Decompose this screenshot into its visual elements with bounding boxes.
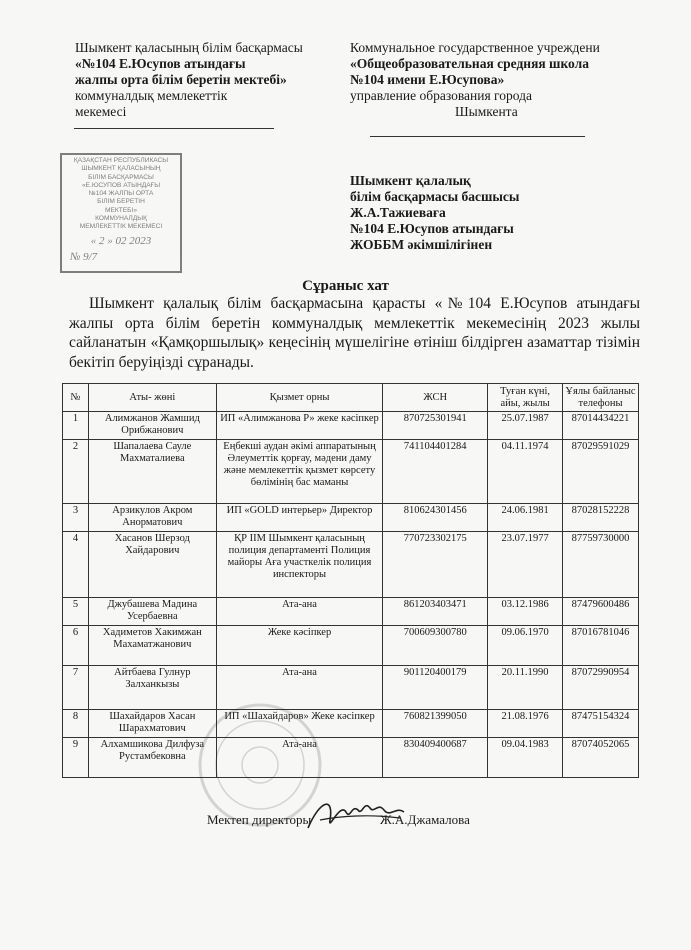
addressee-line3: Ж.А.Тажиеваға	[350, 205, 446, 220]
table-row	[63, 412, 639, 440]
table-row	[63, 532, 639, 598]
row-name: Айтбаева Гулнур Залханкызы	[88, 666, 216, 710]
stamp-number: № 9/7	[70, 250, 98, 263]
members-table	[62, 383, 639, 778]
header-right-line5: Шымкента	[455, 104, 518, 119]
stamp-line: «Е.ЮСУПОВ АТЫНДАҒЫ	[81, 181, 161, 189]
row-job: Еңбекші аудан әкімі аппаратының Әлеуметтік қорғау, мәдени даму және мемлекеттік қызмет көрсету бөлімінің бас маманы	[216, 440, 383, 504]
row-phone: 87475154324	[563, 710, 639, 738]
header-iin: ЖСН	[383, 384, 488, 412]
row-phone: 87479600486	[563, 598, 639, 626]
stamp-line: МЕКТЕБІ»	[105, 206, 137, 214]
addressee-line1: Шымкент қалалық	[350, 173, 471, 188]
row-phone: 87074052065	[563, 738, 639, 778]
header-name: Аты- жөні	[88, 384, 216, 412]
row-number: 2	[63, 440, 89, 504]
header-left-line3: жалпы орта білім беретін мектебі»	[75, 72, 287, 87]
row-dob: 04.11.1974	[488, 440, 563, 504]
addressee-block	[350, 173, 519, 253]
header-left-line4: коммуналдық мемлекеттік	[75, 88, 228, 103]
row-name: Арзикулов Акром Анорматович	[88, 504, 216, 532]
header-right-line3: №104 имени Е.Юсупова»	[350, 72, 505, 87]
row-dob: 03.12.1986	[488, 598, 563, 626]
table-row	[63, 666, 639, 710]
header-job: Қызмет орны	[216, 384, 383, 412]
row-iin: 810624301456	[383, 504, 488, 532]
row-name: Шапалаева Сауле Махматалиева	[88, 440, 216, 504]
addressee-line2: білім басқармасы басшысы	[350, 189, 520, 204]
signatory-name: Ж.А.Джамалова	[380, 812, 470, 827]
table-row	[63, 504, 639, 532]
row-iin: 700609300780	[383, 626, 488, 666]
row-iin: 770723302175	[383, 532, 488, 598]
header-dob: Туған күні, айы, жылы	[488, 384, 563, 412]
header-right-line1: Коммунальное государственное учреждени	[350, 40, 600, 55]
stamp-line: БІЛІМ БЕРЕТІН	[97, 198, 145, 206]
stamp-line: МЕМЛЕКЕТТІК МЕКЕМЕСІ	[79, 223, 163, 231]
stamp-line: БІЛІМ БАСҚАРМАСЫ	[88, 173, 154, 181]
row-dob: 25.07.1987	[488, 412, 563, 440]
row-job: Ата-ана	[216, 666, 383, 710]
stamp-line: ҚАЗАҚСТАН РЕСПУБЛИКАСЫ	[73, 157, 169, 164]
row-job: Ата-ана	[216, 598, 383, 626]
table-row	[63, 440, 639, 504]
table-row	[63, 738, 639, 778]
row-phone: 87072990954	[563, 666, 639, 710]
header-left-line2: «№104 Е.Юсупов атындағы	[75, 56, 246, 71]
row-dob: 24.06.1981	[488, 504, 563, 532]
row-dob: 21.08.1976	[488, 710, 563, 738]
row-dob: 20.11.1990	[488, 666, 563, 710]
signature-label: Мектеп директоры	[207, 812, 312, 827]
row-job: ҚР ІІМ Шымкент қаласының полиция департаменті Полиция майоры Аға участкелік полиция инспекторы	[216, 532, 383, 598]
row-dob: 09.06.1970	[488, 626, 563, 666]
row-job: ИП «GOLD интерьер» Директор	[216, 504, 383, 532]
row-number: 3	[63, 504, 89, 532]
addressee-line5: ЖОББМ әкімшілігінен	[350, 237, 493, 252]
row-job: ИП «Алимжанова Р» жеке кәсіпкер	[216, 412, 383, 440]
header-phone: Ұялы байланыс телефоны	[563, 384, 639, 412]
stamp-line: КОММУНАЛДЫҚ	[95, 215, 147, 223]
row-phone: 87028152228	[563, 504, 639, 532]
row-iin: 870725301941	[383, 412, 488, 440]
document-body: Шымкент қалалық білім басқармасына қарасты «№104 Е.Юсупов атындағы жалпы орта білім беретін коммуналдық мемлекеттік мекемесінің 2023 жылы сайланатын «Қамқоршылық» кеңесінің мүшелігіне өтініш білдірген азаматтар тізімін бекітіп беруіңізді сұранады.	[69, 295, 640, 371]
table-row	[63, 710, 639, 738]
table-row	[63, 626, 639, 666]
header-number: №	[63, 384, 89, 412]
registration-stamp	[60, 153, 182, 273]
row-job: ИП «Шахайдаров» Жеке кәсіпкер	[216, 710, 383, 738]
row-phone: 87029591029	[563, 440, 639, 504]
row-number: 6	[63, 626, 89, 666]
row-phone: 87759730000	[563, 532, 639, 598]
stamp-line: ШЫМКЕНТ ҚАЛАСЫНЫҢ	[81, 165, 161, 173]
header-left	[75, 40, 303, 120]
row-number: 4	[63, 532, 89, 598]
row-phone: 87016781046	[563, 626, 639, 666]
row-name: Шахайдаров Хасан Шарахматович	[88, 710, 216, 738]
row-number: 5	[63, 598, 89, 626]
header-right	[350, 40, 600, 120]
row-iin: 741104401284	[383, 440, 488, 504]
row-number: 9	[63, 738, 89, 778]
header-right-rule	[370, 136, 585, 137]
row-name: Хасанов Шерзод Хайдарович	[88, 532, 216, 598]
row-number: 7	[63, 666, 89, 710]
row-name: Алхамшикова Дилфуза Рустамбековна	[88, 738, 216, 778]
row-dob: 09.04.1983	[488, 738, 563, 778]
row-name: Хадиметов Хакимжан Махаматжанович	[88, 626, 216, 666]
table-row	[63, 598, 639, 626]
row-phone: 87014434221	[563, 412, 639, 440]
header-left-line5: мекемесі	[75, 104, 127, 119]
row-job: Ата-ана	[216, 738, 383, 778]
row-job: Жеке кәсіпкер	[216, 626, 383, 666]
row-name: Джубашева Мадина Усербаевна	[88, 598, 216, 626]
stamp-line: №104 ЖАЛПЫ ОРТА	[88, 190, 154, 198]
stamp-date: « 2 » 02 2023	[90, 234, 152, 247]
row-number: 1	[63, 412, 89, 440]
document-title: Сұраныс хат	[302, 278, 389, 294]
addressee-line4: №104 Е.Юсупов атындағы	[350, 221, 514, 236]
header-left-rule	[74, 128, 274, 129]
row-number: 8	[63, 710, 89, 738]
row-iin: 861203403471	[383, 598, 488, 626]
header-right-line4: управление образования города	[350, 88, 532, 103]
table-header-row	[63, 384, 639, 412]
row-dob: 23.07.1977	[488, 532, 563, 598]
header-right-line2: «Общеобразовательная средняя школа	[350, 56, 589, 71]
row-iin: 760821399050	[383, 710, 488, 738]
row-iin: 901120400179	[383, 666, 488, 710]
row-iin: 830409400687	[383, 738, 488, 778]
row-name: Алимжанов Жамшид Орибжанович	[88, 412, 216, 440]
header-left-line1: Шымкент қаласының білім басқармасы	[75, 40, 303, 55]
